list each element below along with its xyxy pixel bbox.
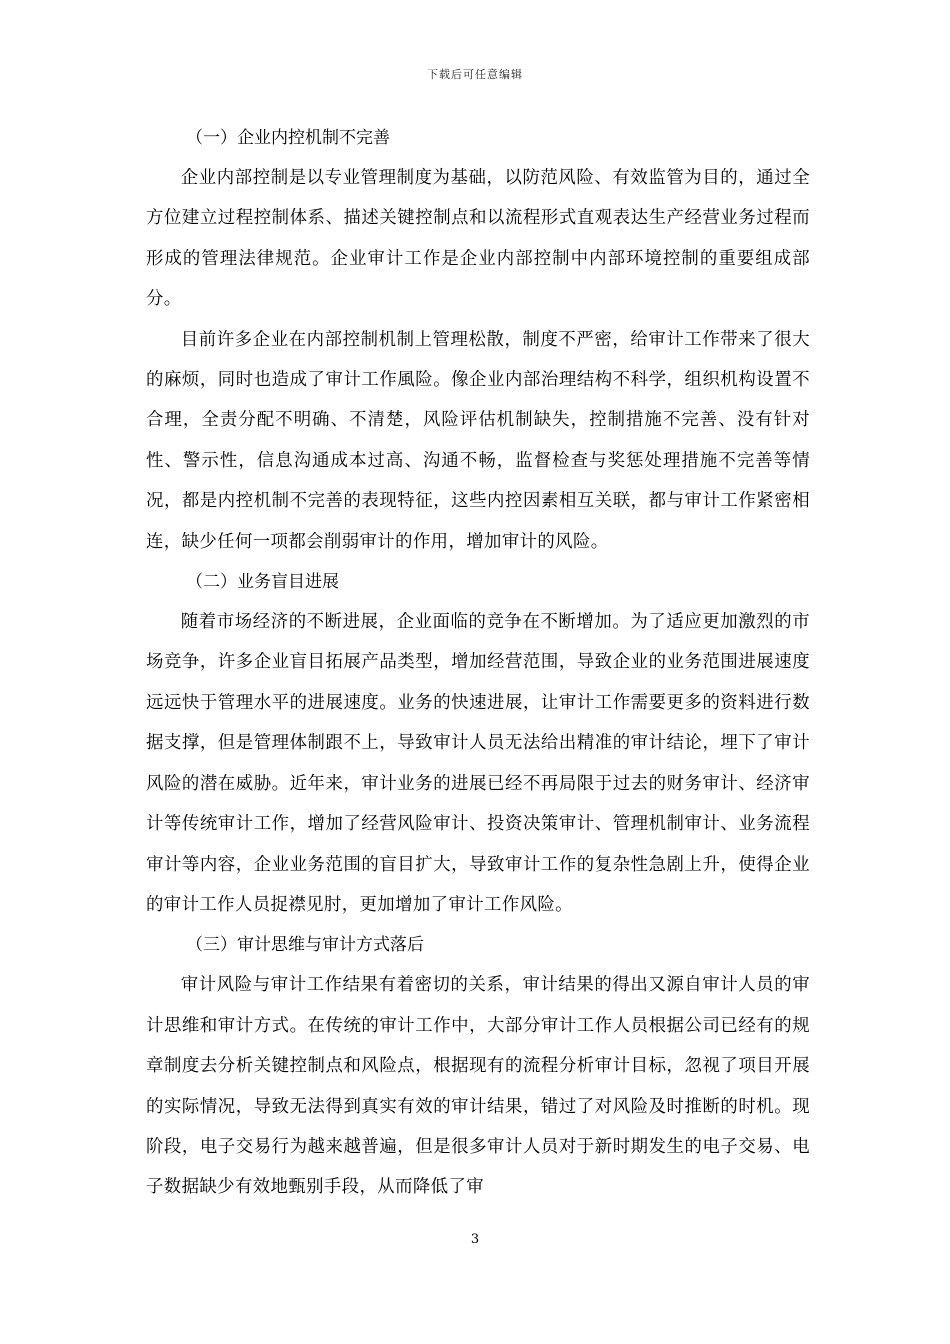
section-3 xyxy=(146,925,810,1207)
section-heading: （一）企业内控机制不完善 xyxy=(186,128,390,148)
document-body xyxy=(146,118,810,1208)
paragraph: 审计风险与审计工作结果有着密切的关系，审计结果的得出又源自审计人员的审计思维和审计方式。在传统的审计工作中，大部分审计工作人员根据公司已经有的规章制度去分析关键控制点和风险点，根据现有的流程分析审计目标，忽视了项目开展的实际情况，导致无法得到真实有效的审计结果，错过了对风险及时推断的时机。现阶段，电子交易行为越来越普遍，但是很多审计人员对于新时期发生的电子交易、电子数据缺少有效地甄别手段，从而降低了审 xyxy=(146,975,810,1198)
section-heading: （三）审计思维与审计方式落后 xyxy=(186,935,424,956)
paragraph: 企业内部控制是以专业管理制度为基础，以防范风险、有效监管为目的，通过全方位建立过程控制体系、描述关键控制点和以流程形式直观表达生产经营业务过程而形成的管理法律规范。企业审计工作是企业内部控制中内部环境控制的重要组成部分。 xyxy=(146,168,810,310)
section-1 xyxy=(146,118,810,562)
section-2 xyxy=(146,562,810,925)
section-heading: （二）业务盲目进展 xyxy=(186,572,339,593)
page-header: 下载后可任意编辑 xyxy=(427,68,523,81)
page-number: 3 xyxy=(470,1232,480,1247)
paragraph: 随着市场经济的不断进展，企业面临的竞争在不断增加。为了适应更加激烈的市场竞争，许多企业盲目拓展产品类型，增加经营范围，导致企业的业务范围进展速度远远快于管理水平的进展速度。业务的快速进展，让审计工作需要更多的资料进行数据支撑，但是管理体制跟不上，导致审计人员无法给出精准的审计结论，埋下了审计风险的潜在威胁。近年来，审计业务的进展已经不再局限于过去的财务审计、经济审计等传统审计工作，增加了经营风险审计、投资决策审计、管理机制审计、业务流程审计等内容，企业业务范围的盲目扩大，导致审计工作的复杂性急剧上升，使得企业的审计工作人员捉襟见肘，更加增加了审计工作风险。 xyxy=(146,612,810,915)
paragraph: 目前许多企业在内部控制机制上管理松散，制度不严密，给审计工作带来了很大的麻烦，同时也造成了审计工作風险。像企业内部治理结构不科学，组织机构设置不合理，全责分配不明确、不清楚，风险评估机制缺失，控制措施不完善、没有针对性、警示性，信息沟通成本过高、沟通不畅，监督检查与奖惩处理措施不完善等情况，都是内控机制不完善的表现特征，这些内控因素相互关联，都与审计工作紧密相连，缺少任何一项都会削弱审计的作用，增加审计的风险。 xyxy=(146,329,810,552)
